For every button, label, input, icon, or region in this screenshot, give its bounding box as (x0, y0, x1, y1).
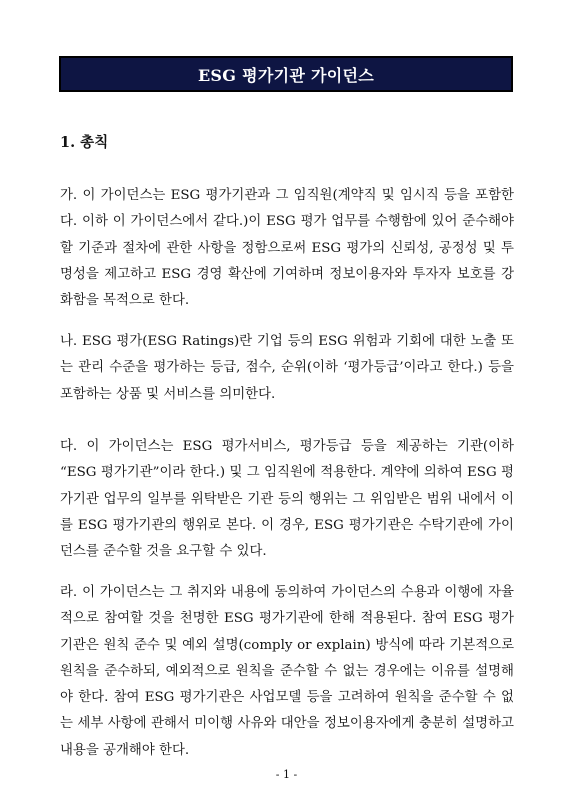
section-heading: 1. 총칙 (60, 134, 109, 151)
document-title: ESG 평가기관 가이던스 (197, 65, 375, 85)
paragraph-ra: 라. 이 가이던스는 그 취지와 내용에 동의하여 가이던스의 수용과 이행에 자율적으로 참여할 것을 천명한 ESG 평가기관에 한해 적용된다. 참여 ESG 평가기관은 원칙 준수 및 예외 설명(comply or explain) 방식에 따라 기본적으로 원칙을 준수하되, 예외적으로 원칙을 준수할 수 없는 경우에는 이유를 설명해야 한다. 참여 ESG 평가기관은 사업모델 등을 고려하여 원칙을 준수할 수 없는 세부 사항에 관해서 미이행 사유와 대안을 정보이용자에게 충분히 설명하고 내용을 공개해야 한다. (60, 585, 514, 758)
paragraph-na: 나. ESG 평가(ESG Ratings)란 기업 등의 ESG 위험과 기회에 대한 노출 또는 관리 수준을 평가하는 등급, 점수, 순위(이하 ‘평가등급’이라고 한다.) 등을 포함하는 상품 및 서비스를 의미한다. (60, 334, 514, 402)
paragraph-ga: 가. 이 가이던스는 ESG 평가기관과 그 임직원(계약직 및 임시직 등을 포함한다. 이하 이 가이던스에서 같다.)이 ESG 평가 업무를 수행함에 있어 준수해야 할 기준과 절차에 관한 사항을 정함으로써 ESG 평가의 신뢰성, 공정성 및 투명성을 제고하고 ESG 경영 확산에 기여하며 정보이용자와 투자자 보호를 강화함을 목적으로 한다. (60, 188, 514, 309)
document-title-banner (59, 56, 513, 92)
paragraph-da: 다. 이 가이던스는 ESG 평가서비스, 평가등급 등을 제공하는 기관(이하 “ESG 평가기관”이라 한다.) 및 그 임직원에 적용한다. 계약에 의하여 ESG 평가기관 업무의 일부를 위탁받은 기관 등의 행위는 그 위임받은 범위 내에서 이를 ESG 평가기관의 행위로 본다. 이 경우, ESG 평가기관은 수탁기관에 가이던스를 준수할 것을 요구할 수 있다. (60, 439, 514, 560)
page-number: - 1 - (275, 768, 298, 781)
